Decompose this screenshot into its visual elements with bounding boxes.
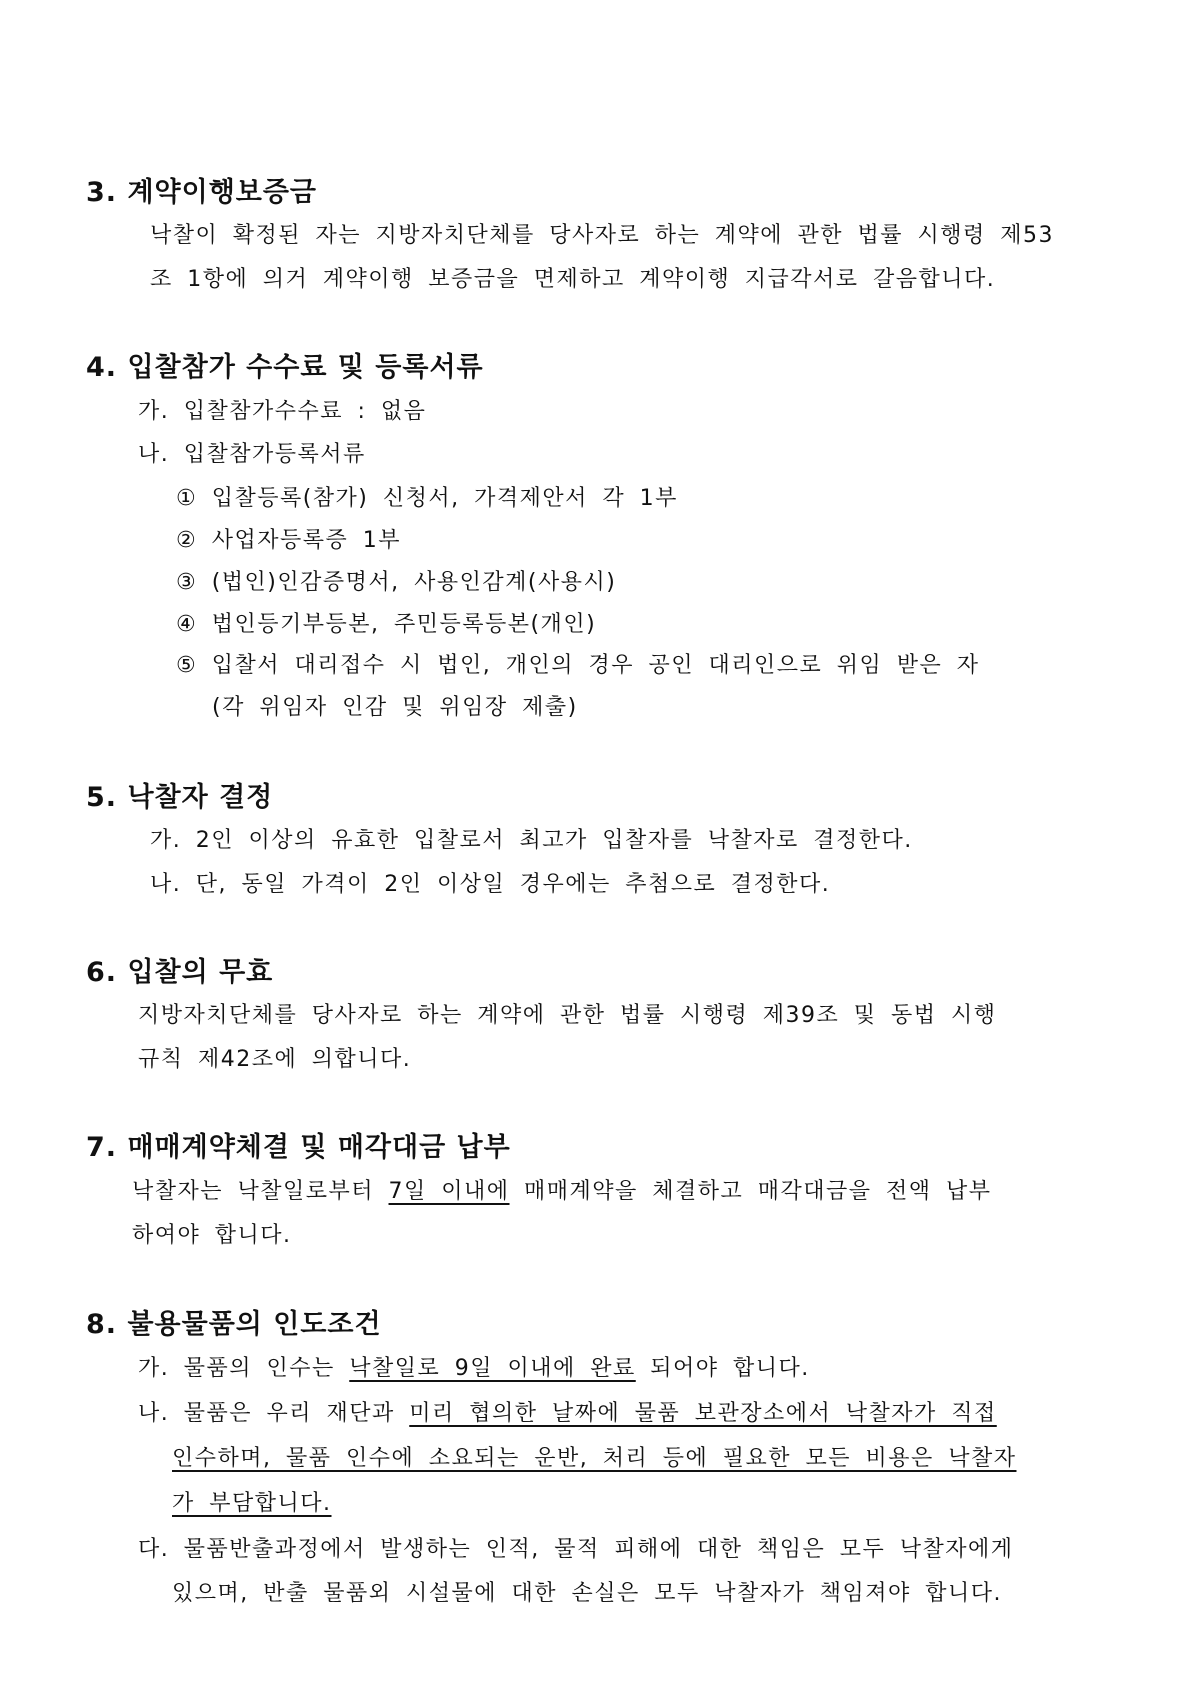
section-6-line-2: 규칙 제42조에 의합니다. (138, 1047, 412, 1072)
section-4-item-a: 가. 입찰참가수수료 : 없음 (138, 399, 427, 424)
section-4-doc-1: ① 입찰등록(참가) 신청서, 가격제안서 각 1부 (176, 486, 678, 511)
section-7-deadline-underlined: 7일 이내에 (388, 1179, 510, 1204)
section-7-line-2: 하여야 합니다. (132, 1223, 292, 1248)
section-8-item-b-underlined-1: 미리 협의한 날짜에 물품 보관장소에서 낙찰자가 직접 (409, 1401, 997, 1426)
section-7-line-1 (132, 1174, 992, 1205)
section-3-line-1: 낙찰이 확정된 자는 지방자치단체를 당사자로 하는 계약에 관한 법률 시행령 제53 (150, 223, 1054, 248)
section-8-item-a-start: 가. 물품의 인수는 (138, 1356, 350, 1381)
section-4-doc-3: ③ (법인)인감증명서, 사용인감계(사용시) (176, 570, 617, 595)
section-4-doc-4: ④ 법인등기부등본, 주민등록등본(개인) (176, 612, 597, 637)
section-4-heading: 4. 입찰참가 수수료 및 등록서류 (86, 352, 484, 383)
section-8-item-a-underlined: 낙찰일로 9일 이내에 완료 (349, 1356, 636, 1381)
section-8-item-b-start: 나. 물품은 우리 재단과 (138, 1401, 410, 1426)
section-4-doc-5: ⑤ 입찰서 대리접수 시 법인, 개인의 경우 공인 대리인으로 위임 받은 자 (176, 653, 980, 678)
section-8-heading: 8. 불용물품의 인도조건 (86, 1309, 382, 1340)
section-8-item-b-underlined-3: 가 부담합니다. (172, 1491, 332, 1516)
section-4-item-b: 나. 입찰참가등록서류 (138, 442, 366, 467)
section-5-item-b: 나. 단, 동일 가격이 2인 이상일 경우에는 추첨으로 결정한다. (150, 872, 831, 897)
section-8-item-c-line-1: 다. 물품반출과정에서 발생하는 인적, 물적 피해에 대한 책임은 모두 낙찰자에게 (138, 1537, 1014, 1562)
section-5-item-a: 가. 2인 이상의 유효한 입찰로서 최고가 입찰자를 낙찰자로 결정한다. (150, 828, 913, 853)
section-8-item-c-line-2: 있으며, 반출 물품외 시설물에 대한 손실은 모두 낙찰자가 책임져야 합니다. (172, 1581, 1002, 1606)
section-6-line-1: 지방자치단체를 당사자로 하는 계약에 관한 법률 시행령 제39조 및 동법 시행 (138, 1003, 997, 1028)
section-8-item-b (138, 1396, 997, 1427)
section-4-doc-5-note: (각 위임자 인감 및 위임장 제출) (212, 695, 578, 720)
section-8-item-a-end: 되어야 합니다. (635, 1356, 810, 1381)
section-6-heading: 6. 입찰의 무효 (86, 957, 274, 988)
section-8-item-a (138, 1351, 810, 1382)
section-4-doc-2: ② 사업자등록증 1부 (176, 528, 401, 553)
section-8-item-b-underlined-2: 인수하며, 물품 인수에 소요되는 운반, 처리 등에 필요한 모든 비용은 낙찰자 (172, 1446, 1017, 1471)
section-7-heading: 7. 매매계약체결 및 매각대금 납부 (86, 1132, 511, 1163)
section-3-line-2: 조 1항에 의거 계약이행 보증금을 면제하고 계약이행 지급각서로 갈음합니다. (150, 267, 996, 292)
section-7-line-1-end: 매매계약을 체결하고 매각대금을 전액 납부 (509, 1179, 992, 1204)
section-7-line-1-start: 낙찰자는 낙찰일로부터 (132, 1179, 389, 1204)
section-5-heading: 5. 낙찰자 결정 (86, 782, 274, 813)
section-3-heading: 3. 계약이행보증금 (86, 177, 318, 208)
